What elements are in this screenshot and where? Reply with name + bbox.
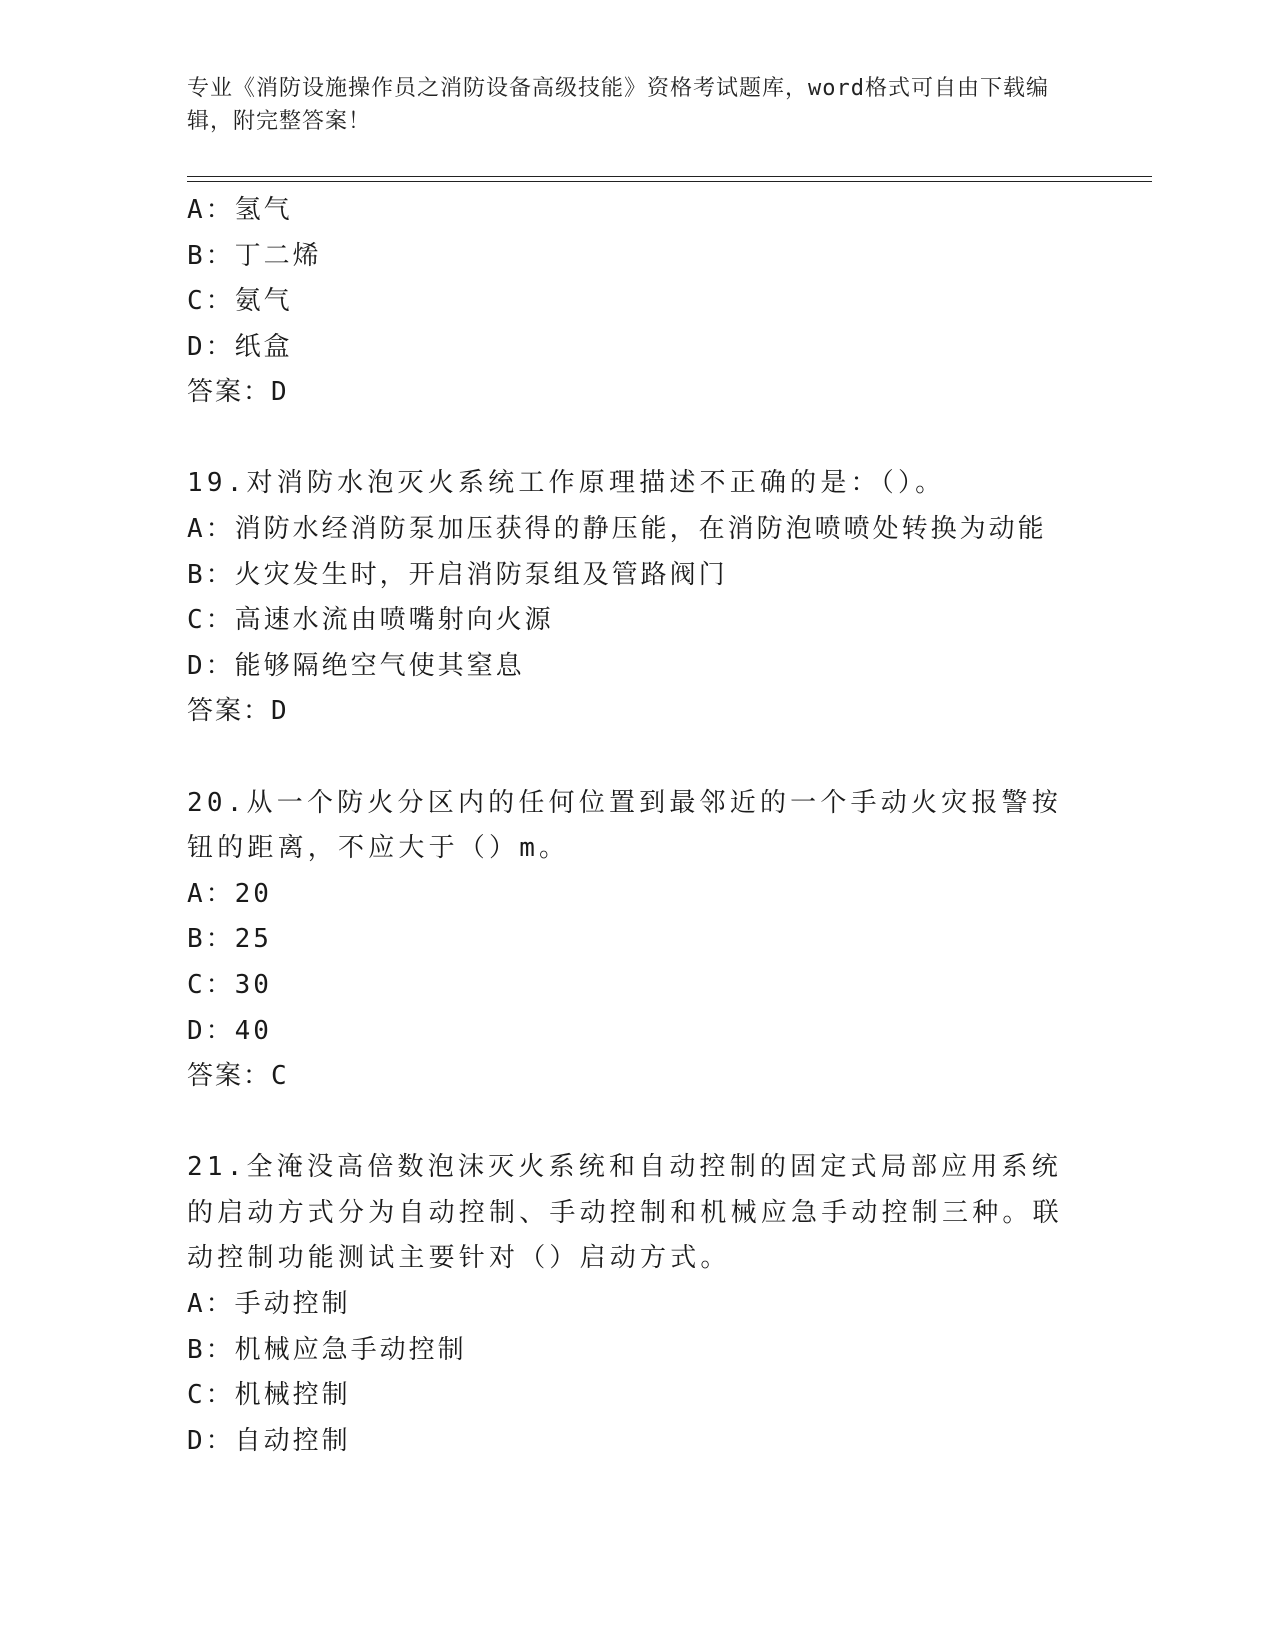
option-a: A：手动控制 bbox=[187, 1288, 351, 1319]
option-c: C：氨气 bbox=[187, 286, 293, 317]
option-d: D：能够隔绝空气使其窒息 bbox=[187, 650, 525, 681]
question-stem: 20.从一个防火分区内的任何位置到最邻近的一个手动火灾报警按钮的距离，不应大于（）m。 bbox=[187, 787, 1062, 864]
option-d: D：40 bbox=[187, 1015, 272, 1046]
option-b: B：丁二烯 bbox=[187, 240, 322, 271]
option-c: C：高速水流由喷嘴射向火源 bbox=[187, 605, 554, 636]
option-b: B：火灾发生时，开启消防泵组及管路阀门 bbox=[187, 559, 728, 590]
option-b: B：机械应急手动控制 bbox=[187, 1334, 467, 1365]
option-c: C：机械控制 bbox=[187, 1380, 351, 1411]
question-stem: 19.对消防水泡灭火系统工作原理描述不正确的是：（）。 bbox=[187, 468, 946, 499]
question-20 bbox=[187, 781, 1087, 1100]
spacer bbox=[187, 1100, 1087, 1146]
answer-line: 答案：C bbox=[187, 1061, 289, 1092]
option-d: D：纸盒 bbox=[187, 331, 293, 362]
header-rule-bottom bbox=[187, 181, 1152, 182]
question-list bbox=[187, 188, 1087, 1464]
question-21 bbox=[187, 1145, 1087, 1464]
option-b: B：25 bbox=[187, 924, 272, 955]
spacer bbox=[187, 416, 1087, 462]
option-c: C：30 bbox=[187, 969, 272, 1000]
header-rule-top bbox=[187, 176, 1152, 177]
question-19 bbox=[187, 461, 1087, 735]
question-18 bbox=[187, 188, 1087, 416]
spacer bbox=[187, 735, 1087, 781]
option-a: A：氢气 bbox=[187, 195, 293, 225]
option-a: A：20 bbox=[187, 878, 272, 909]
answer-line: 答案：D bbox=[187, 377, 289, 408]
answer-line: 答案：D bbox=[187, 696, 289, 727]
option-a: A：消防水经消防泵加压获得的静压能，在消防泡喷喷处转换为动能 bbox=[187, 514, 1047, 545]
question-stem: 21.全淹没高倍数泡沫灭火系统和自动控制的固定式局部应用系统的启动方式分为自动控制、手动控制和机械应急手动控制三种。联动控制功能测试主要针对（）启动方式。 bbox=[187, 1152, 1063, 1274]
document-header: 专业《消防设施操作员之消防设备高级技能》资格考试题库，word格式可自由下载编辑，附完整答案！ bbox=[187, 76, 1049, 134]
option-d: D：自动控制 bbox=[187, 1425, 351, 1456]
